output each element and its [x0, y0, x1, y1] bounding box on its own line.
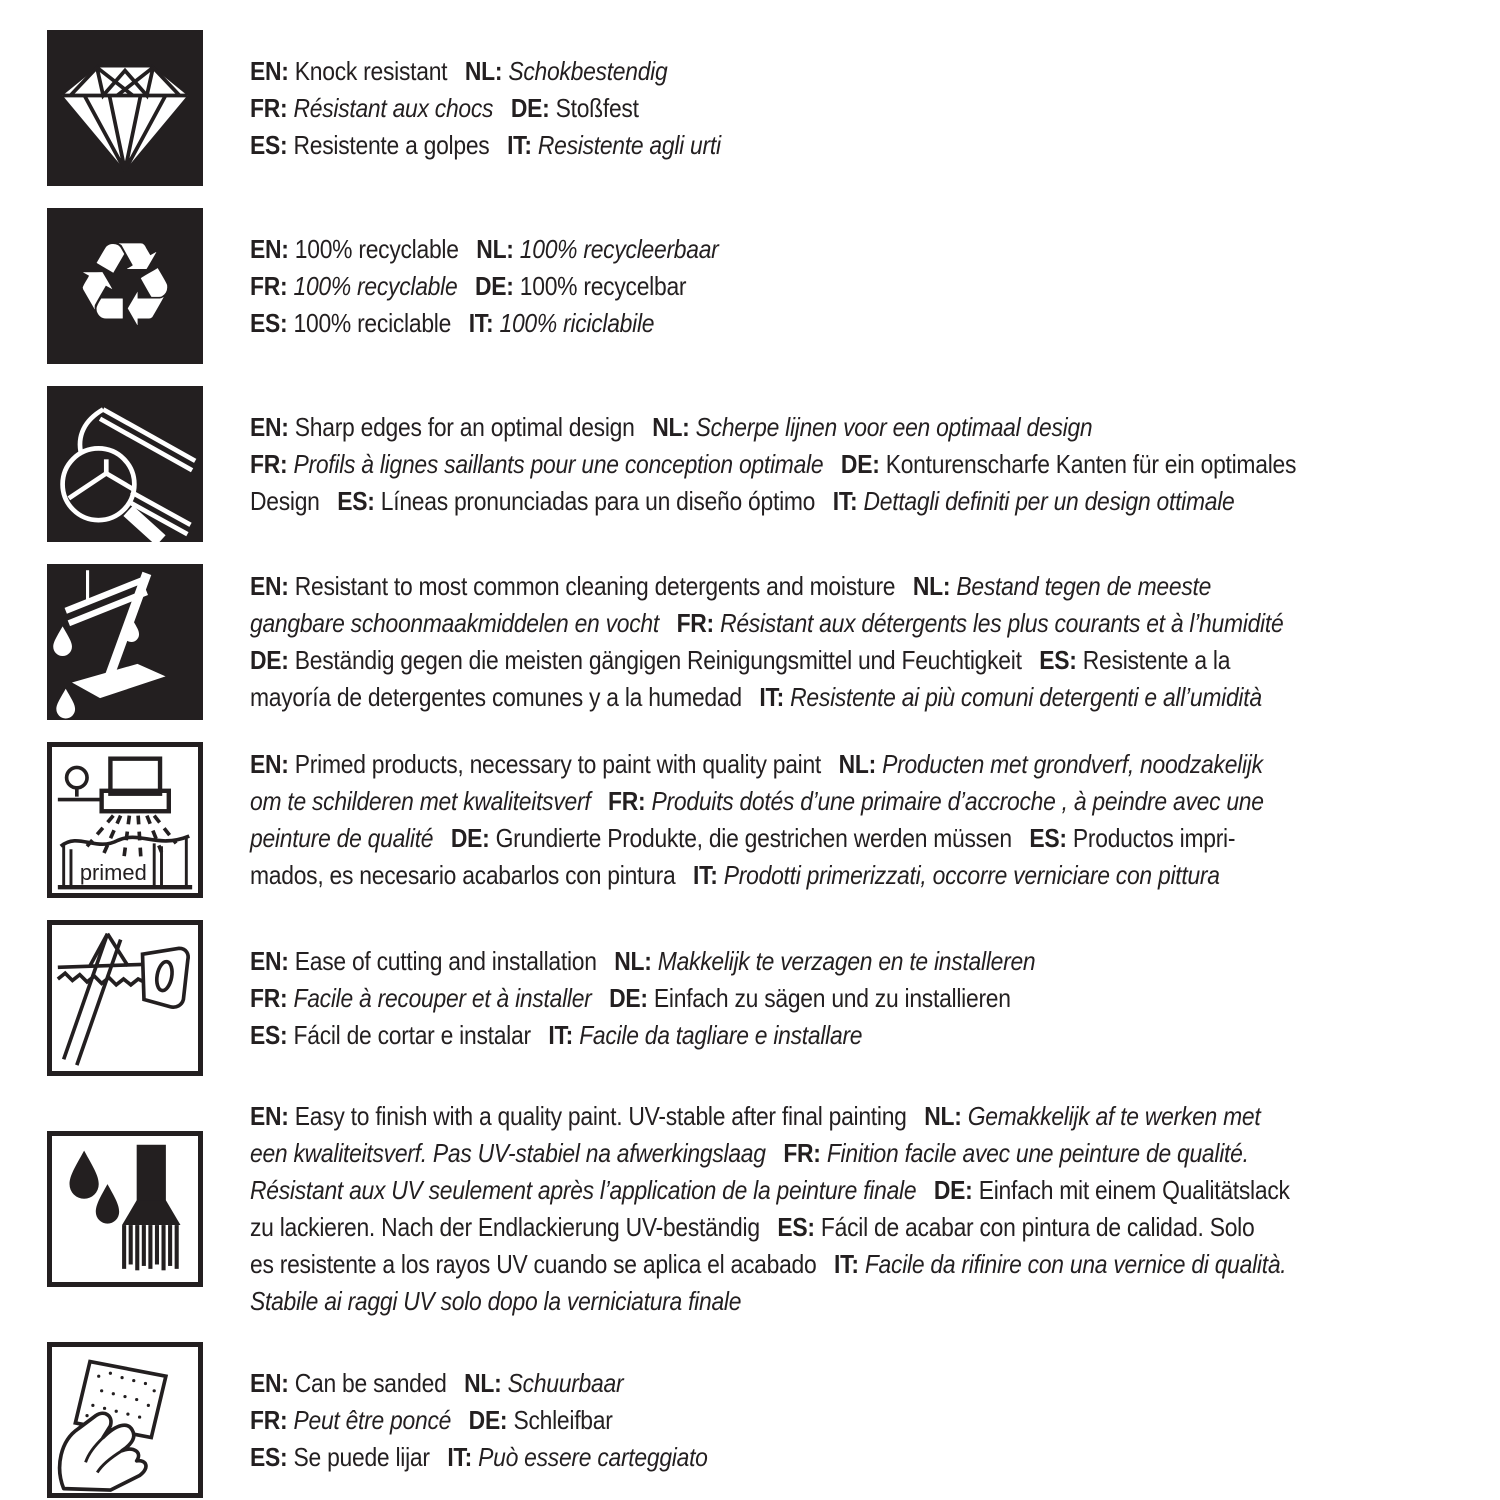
- feature-description: Konturenscharfe Kanten für ein optimales: [885, 448, 1297, 479]
- feature-description: Résistant aux chocs: [293, 92, 494, 123]
- language-segment: [834, 1249, 1286, 1279]
- mop-icon-art: [47, 564, 203, 720]
- feature-description: Résistant aux détergents les plus courants et à l’humidité: [720, 608, 1284, 638]
- feature-description: Prodotti primerizzati, occorre verniciare con pittura: [723, 860, 1220, 890]
- saw-icon-art: [52, 925, 198, 1071]
- svg-text:primed: primed: [79, 859, 147, 885]
- text-line: [250, 679, 1350, 716]
- feature-description: Beständig gegen die meisten gängigen Reinigungsmittel und Feuchtigkeit: [294, 645, 1022, 675]
- language-segment: [250, 786, 590, 816]
- language-segment: [507, 130, 721, 160]
- text-line: [250, 127, 1350, 164]
- feature-description: Schuurbaar: [507, 1367, 624, 1398]
- language-label: NL:: [912, 571, 951, 601]
- feature-description: Productos impri-: [1072, 823, 1236, 853]
- language-segment: [250, 56, 447, 86]
- language-label: FR:: [250, 1404, 288, 1435]
- feature-description: Dettagli definiti per un design ottimale: [863, 485, 1235, 516]
- language-label: EN:: [250, 233, 289, 264]
- language-label: EN:: [250, 1367, 289, 1398]
- text-line: [250, 1098, 1350, 1135]
- language-segment: [934, 1175, 1290, 1205]
- feature-description: es resistente a los rayos UV cuando se aplica el acabado: [250, 1249, 817, 1279]
- language-label: IT:: [834, 1249, 859, 1279]
- feature-description: Facile da rifinire con una vernice di qualità.: [864, 1249, 1287, 1279]
- feature-description: 100% riciclabile: [499, 307, 655, 338]
- feature-description: Grundierte Produkte, die gestrichen werden müssen: [495, 823, 1012, 853]
- feature-description: Stoßfest: [555, 92, 639, 123]
- language-label: IT:: [693, 860, 718, 890]
- feature-description: Résistant aux UV seulement après l’application de la peinture finale: [250, 1175, 917, 1205]
- language-label: NL:: [464, 55, 503, 86]
- text-line: [250, 1209, 1350, 1246]
- language-label: FR:: [250, 270, 288, 301]
- language-label: NL:: [464, 1367, 502, 1398]
- detergent-resistant-row: [47, 564, 1500, 720]
- language-segment: [609, 983, 1011, 1013]
- magnifier-edge-icon: [47, 386, 203, 542]
- feature-description: peinture de qualité: [250, 823, 434, 853]
- sandable-text: [250, 1365, 1350, 1476]
- primed-products-text: [250, 746, 1350, 894]
- feature-description: Finition facile avec une peinture de qualité.: [826, 1138, 1249, 1168]
- feature-description: 100% recycleerbaar: [519, 233, 719, 264]
- text-line: [250, 857, 1350, 894]
- language-label: NL:: [652, 411, 690, 442]
- feature-description: Scherpe lijnen voor een optimaal design: [695, 411, 1093, 442]
- language-label: FR:: [676, 608, 714, 638]
- language-segment: [250, 1175, 916, 1205]
- text-line: [250, 231, 1350, 268]
- text-line: [250, 820, 1350, 857]
- feature-description: om te schilderen met kwaliteitsverf: [250, 786, 591, 816]
- text-line: [250, 90, 1350, 127]
- language-segment: [250, 860, 675, 890]
- text-line: [250, 943, 1350, 980]
- text-line: [250, 305, 1350, 342]
- feature-description: mados, es necesario acabarlos con pintura: [250, 860, 676, 890]
- feature-description: Design: [250, 485, 320, 516]
- language-label: FR:: [250, 92, 288, 123]
- feature-description: Makkelijk te verzagen en te installeren: [657, 945, 1036, 976]
- language-label: ES:: [777, 1212, 815, 1242]
- language-label: DE:: [609, 982, 648, 1013]
- feature-description: Ease of cutting and installation: [294, 945, 597, 976]
- language-segment: [476, 234, 718, 264]
- recyclable-text: [250, 231, 1350, 342]
- language-label: IT:: [832, 485, 858, 516]
- feature-description: Fácil de acabar con pintura de calidad. Solo: [820, 1212, 1255, 1242]
- feature-description: Facile à recouper et à installer: [293, 982, 592, 1013]
- language-segment: [841, 449, 1296, 479]
- feature-description: Knock resistant: [294, 55, 448, 86]
- feature-description: Primed products, necessary to paint with quality paint: [294, 749, 822, 779]
- text-line: [250, 1246, 1350, 1283]
- language-segment: [759, 682, 1261, 712]
- feature-description: Gemakkelijk af te werken met: [967, 1101, 1261, 1131]
- language-segment: [250, 308, 451, 338]
- feature-description: 100% recyclable: [294, 233, 459, 264]
- diamond-icon-art: [47, 30, 203, 186]
- language-segment: [250, 486, 320, 516]
- language-segment: [250, 1249, 816, 1279]
- feature-description: Può essere carteggiato: [478, 1441, 708, 1472]
- language-label: DE:: [250, 645, 289, 675]
- language-label: NL:: [924, 1101, 962, 1131]
- paint-brush-icon-art: [52, 1136, 198, 1282]
- language-segment: [250, 449, 823, 479]
- language-segment: [250, 608, 659, 638]
- language-segment: [250, 1020, 531, 1050]
- feature-description: 100% recycelbar: [519, 270, 687, 301]
- language-segment: [250, 1138, 766, 1168]
- feature-description: Líneas pronunciadas para un diseño óptimo: [380, 485, 816, 516]
- text-line: [250, 1439, 1350, 1476]
- language-segment: [250, 1101, 907, 1131]
- language-label: NL:: [838, 749, 876, 779]
- language-label: DE:: [450, 823, 490, 853]
- text-line: [250, 1283, 1350, 1320]
- language-segment: [250, 645, 1022, 675]
- text-line: [250, 1365, 1350, 1402]
- language-segment: [250, 823, 433, 853]
- language-segment: [250, 1212, 760, 1242]
- language-label: IT:: [507, 129, 532, 160]
- language-segment: [614, 946, 1035, 976]
- language-label: EN:: [250, 1101, 289, 1131]
- language-label: DE:: [510, 92, 550, 123]
- sharp-edges-text: [250, 409, 1350, 520]
- language-segment: [447, 1442, 707, 1472]
- text-line: [250, 980, 1350, 1017]
- language-segment: [608, 786, 1264, 816]
- language-segment: [250, 412, 635, 442]
- language-label: FR:: [783, 1138, 821, 1168]
- language-segment: [913, 571, 1211, 601]
- feature-description: Peut être poncé: [293, 1404, 452, 1435]
- magnifier-edge-icon-art: [47, 386, 203, 542]
- feature-description: zu lackieren. Nach der Endlackierung UV-beständig: [250, 1212, 760, 1242]
- language-label: ES:: [250, 1441, 288, 1472]
- feature-description: Einfach zu sägen und zu installieren: [653, 982, 1011, 1013]
- language-segment: [250, 1405, 451, 1435]
- language-segment: [839, 749, 1263, 779]
- text-line: [250, 268, 1350, 305]
- language-label: EN:: [250, 55, 289, 86]
- language-label: ES:: [1029, 823, 1067, 853]
- language-label: IT:: [447, 1441, 472, 1472]
- language-segment: [250, 749, 821, 779]
- text-line: [250, 605, 1350, 642]
- language-segment: [464, 1368, 623, 1398]
- language-label: ES:: [250, 307, 288, 338]
- language-label: NL:: [476, 233, 514, 264]
- sandable-row: [47, 1342, 1500, 1498]
- feature-description: Resistant to most common cleaning detergents and moisture: [294, 571, 896, 601]
- language-segment: [548, 1020, 862, 1050]
- primer-spray-icon-art: [52, 747, 198, 893]
- feature-description: Producten met grondverf, noodzakelijk: [882, 749, 1263, 779]
- language-label: EN:: [250, 945, 289, 976]
- primer-spray-icon: [47, 742, 203, 898]
- language-label: DE:: [475, 270, 514, 301]
- language-segment: [451, 823, 1012, 853]
- language-segment: [469, 308, 655, 338]
- feature-description: Sharp edges for an optimal design: [294, 411, 635, 442]
- language-label: DE:: [933, 1175, 973, 1205]
- language-label: DE:: [468, 1404, 508, 1435]
- sanding-hand-icon: [47, 1342, 203, 1498]
- text-line: [250, 783, 1350, 820]
- text-line: [250, 1135, 1350, 1172]
- text-line: [250, 1172, 1350, 1209]
- text-line: [250, 53, 1350, 90]
- knock-resistant-text: [250, 53, 1350, 164]
- feature-description: 100% recyclable: [293, 270, 458, 301]
- feature-description: Schokbestendig: [508, 55, 668, 86]
- language-label: EN:: [250, 571, 289, 601]
- text-line: [250, 746, 1350, 783]
- language-segment: [693, 860, 1220, 890]
- text-line: [250, 568, 1350, 605]
- easy-cutting-row: [47, 920, 1500, 1076]
- feature-description: Resistente ai più comuni detergenti e all’umidità: [790, 682, 1262, 712]
- language-segment: [783, 1138, 1248, 1168]
- language-label: IT:: [548, 1019, 574, 1050]
- paint-finish-text: [250, 1098, 1350, 1320]
- language-label: ES:: [250, 1019, 288, 1050]
- sharp-edges-row: [47, 386, 1500, 542]
- text-line: [250, 1017, 1350, 1054]
- language-segment: [250, 234, 459, 264]
- language-segment: [250, 1368, 447, 1398]
- feature-description: Stabile ai raggi UV solo dopo la verniciatura finale: [250, 1286, 742, 1316]
- recycle-icon: [47, 208, 203, 364]
- feature-description: Resistente a golpes: [293, 129, 490, 160]
- feature-description: mayoría de detergentes comunes y a la humedad: [250, 682, 742, 712]
- language-segment: [250, 682, 742, 712]
- feature-description: Bestand tegen de meeste: [956, 571, 1212, 601]
- feature-description: een kwaliteitsverf. Pas UV-stabiel na afwerkingslaag: [250, 1138, 766, 1168]
- feature-description: 100% reciclable: [293, 307, 452, 338]
- text-line: [250, 642, 1350, 679]
- language-segment: [677, 608, 1284, 638]
- feature-description: Resistente a la: [1082, 645, 1231, 675]
- feature-description: Profils à lignes saillants pour une conception optimale: [293, 448, 824, 479]
- language-label: EN:: [250, 411, 289, 442]
- language-label: ES:: [250, 129, 288, 160]
- diamond-icon: [47, 30, 203, 186]
- language-label: EN:: [250, 749, 289, 779]
- language-label: NL:: [614, 945, 652, 976]
- feature-description: Se puede lijar: [293, 1441, 430, 1472]
- detergent-resistant-text: [250, 568, 1350, 716]
- feature-description: Easy to finish with a quality paint. UV-stable after final painting: [294, 1101, 907, 1131]
- language-segment: [469, 1405, 613, 1435]
- mop-icon: [47, 564, 203, 720]
- primed-products-row: [47, 742, 1500, 898]
- sanding-hand-icon-art: [52, 1347, 198, 1493]
- language-segment: [250, 93, 493, 123]
- feature-description: Can be sanded: [294, 1367, 447, 1398]
- feature-description: Facile da tagliare e installare: [579, 1019, 863, 1050]
- language-segment: [250, 571, 895, 601]
- easy-cutting-text: [250, 943, 1350, 1054]
- feature-description: Produits dotés d’une primaire d’accroche , à peindre avec une: [651, 786, 1264, 816]
- text-line: [250, 1402, 1350, 1439]
- language-segment: [250, 1442, 430, 1472]
- language-segment: [833, 486, 1235, 516]
- paint-finish-row: [47, 1098, 1500, 1320]
- feature-list: [47, 30, 1500, 1498]
- knock-resistant-row: [47, 30, 1500, 186]
- language-segment: [465, 56, 668, 86]
- language-segment: [777, 1212, 1254, 1242]
- language-segment: [250, 983, 592, 1013]
- language-label: IT:: [759, 682, 785, 712]
- saw-icon: [47, 920, 203, 1076]
- language-segment: [1029, 823, 1235, 853]
- language-label: FR:: [250, 448, 288, 479]
- language-segment: [652, 412, 1092, 442]
- feature-description: Schleifbar: [513, 1404, 613, 1435]
- language-segment: [337, 486, 815, 516]
- language-label: FR:: [250, 982, 288, 1013]
- recycle-glyph: ♻: [73, 218, 177, 353]
- feature-description: Fácil de cortar e instalar: [293, 1019, 531, 1050]
- language-segment: [250, 946, 597, 976]
- text-line: [250, 446, 1350, 483]
- language-segment: [250, 1286, 741, 1316]
- text-line: [250, 483, 1350, 520]
- language-label: IT:: [468, 307, 494, 338]
- language-label: ES:: [337, 485, 375, 516]
- language-segment: [250, 130, 489, 160]
- language-label: DE:: [840, 448, 880, 479]
- language-label: FR:: [608, 786, 646, 816]
- language-segment: [511, 93, 639, 123]
- recyclable-row: [47, 208, 1500, 364]
- feature-description: Einfach mit einem Qualitätslack: [978, 1175, 1290, 1205]
- language-segment: [250, 271, 457, 301]
- language-segment: [1039, 645, 1230, 675]
- language-segment: [475, 271, 686, 301]
- text-line: [250, 409, 1350, 446]
- feature-description: gangbare schoonmaakmiddelen en vocht: [250, 608, 659, 638]
- language-segment: [924, 1101, 1260, 1131]
- feature-description: Resistente agli urti: [537, 129, 721, 160]
- language-label: ES:: [1039, 645, 1077, 675]
- paint-brush-icon: [47, 1131, 203, 1287]
